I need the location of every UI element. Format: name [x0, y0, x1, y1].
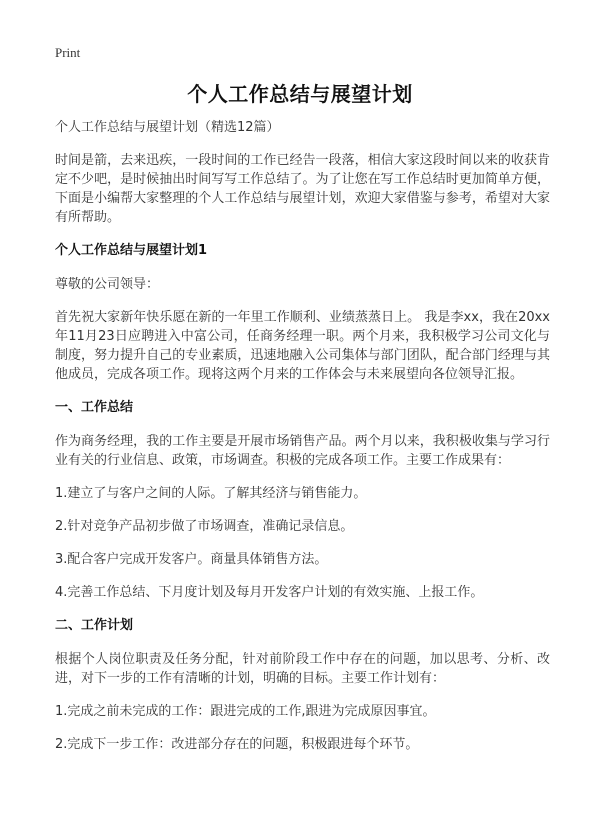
document-subtitle: 个人工作总结与展望计划（精选12篇） [55, 120, 280, 135]
summary-item-4: 4.完善工作总结、下月度计划及每月开发客户计划的有效实施、上报工作。 [55, 585, 484, 600]
section1-paragraph: 首先祝大家新年快乐愿在新的一年里工作顺利、业绩蒸蒸日上。 我是李xx，我在20xx年11月23日应聘进入中富公司，任商务经理一职。两个月来，我积极学习公司文化与制度，努力提升自己的专业素质，迅速地融入公司集体与部门团队，配合部门经理与其他成员，完成各项工作。现将这两个月来的工作体会与未来展望向各位领导汇报。 [55, 310, 550, 382]
summary-item-1: 1.建立了与客户之间的人际。了解其经济与销售能力。 [55, 486, 367, 501]
work-plan-heading: 二、工作计划 [55, 618, 134, 633]
plan-item-2: 2.完成下一步工作：改进部分存在的问题，积极跟进每个环节。 [55, 737, 419, 752]
work-summary-paragraph: 作为商务经理，我的工作主要是开展市场销售产品。两个月以来，我积极收集与学习行业有关的行业信息、政策，市场调查。积极的完成各项工作。主要工作成果有： [55, 434, 550, 468]
work-summary-heading: 一、工作总结 [55, 400, 134, 415]
summary-item-3: 3.配合客户完成开发客户。商量具体销售方法。 [55, 552, 328, 567]
page-title: 个人工作总结与展望计划 [187, 82, 413, 106]
document-content [55, 118, 550, 768]
section1-heading: 个人工作总结与展望计划1 [55, 243, 208, 258]
greeting-paragraph: 尊敬的公司领导： [55, 277, 160, 292]
intro-paragraph: 时间是箭，去来迅疾，一段时间的工作已经告一段落，相信大家这段时间以来的收获肯定不少吧，是时候抽出时间写写工作总结了。为了让您在写工作总结时更加简单方便，下面是小编帮大家整理的个人工作总结与展望计划，欢迎大家借鉴与参考，希望对大家有所帮助。 [55, 153, 550, 225]
print-link[interactable]: Print [55, 45, 81, 60]
plan-item-1: 1.完成之前未完成的工作：跟进完成的工作,跟进为完成原因事宜。 [55, 704, 436, 719]
work-plan-paragraph: 根据个人岗位职责及任务分配，针对前阶段工作中存在的问题，加以思考、分析、改进，对下一步的工作有清晰的计划，明确的目标。主要工作计划有： [55, 652, 550, 686]
summary-item-2: 2.针对竞争产品初步做了市场调查，准确记录信息。 [55, 519, 354, 534]
